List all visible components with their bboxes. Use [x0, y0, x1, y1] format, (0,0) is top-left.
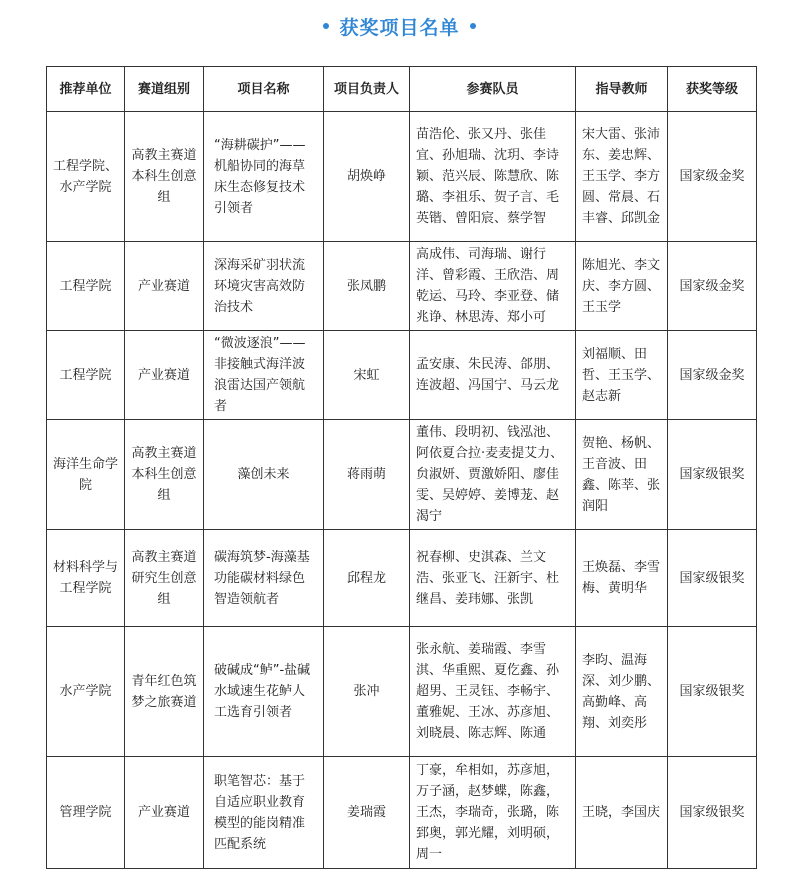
- cell-leader: 姜瑞霞: [324, 757, 410, 869]
- column-header: 赛道组别: [125, 67, 204, 112]
- column-header: 参赛队员: [410, 67, 576, 112]
- table-row: [47, 757, 757, 869]
- page-header: [0, 4, 799, 48]
- cell-members: 丁豪，牟相如，苏彦旭，万子涵，赵梦蝶，陈鑫，王杰，李瑞奇，张璐，陈郅奥，郭光耀，刘明硕，周一: [410, 757, 576, 869]
- cell-unit: 工程学院: [47, 331, 125, 420]
- column-header: 推荐单位: [47, 67, 125, 112]
- cell-award: 国家级银奖: [668, 757, 757, 869]
- cell-advisors: 刘福顺、田哲、王玉学、赵志新: [576, 331, 668, 420]
- table-header-row: [47, 67, 757, 112]
- cell-track: 青年红色筑梦之旅赛道: [125, 627, 204, 757]
- table-row: [47, 627, 757, 757]
- cell-leader: 胡焕峥: [324, 112, 410, 242]
- cell-track: 高教主赛道本科生创意组: [125, 420, 204, 530]
- cell-award: 国家级银奖: [668, 530, 757, 627]
- cell-members: 高成伟、司海瑞、谢行洋、曾彩霞、王欣浩、周乾运、马玲、李亚登、储兆诤、林思涛、郑小可: [410, 242, 576, 331]
- column-header: 指导教师: [576, 67, 668, 112]
- cell-unit: 工程学院、水产学院: [47, 112, 125, 242]
- cell-advisors: 王焕磊、李雪梅、黄明华: [576, 530, 668, 627]
- cell-award: 国家级银奖: [668, 420, 757, 530]
- table-row: [47, 242, 757, 331]
- cell-advisors: 陈旭光、李文庆、李方圆、王玉学: [576, 242, 668, 331]
- column-header: 项目名称: [204, 67, 324, 112]
- cell-members: 董伟、段明初、钱泓池、阿依夏合拉·麦麦提艾力、贠淑妍、贾激娇阳、廖佳雯、吴婷婷、姜博茏、赵渴宁: [410, 420, 576, 530]
- cell-leader: 邱程龙: [324, 530, 410, 627]
- cell-advisors: 宋大雷、张沛东、姜忠辉、王玉学、李方圆、常晨、石丰睿、邱凯金: [576, 112, 668, 242]
- cell-project: “微波逐浪”——非接触式海洋波浪雷达国产领航者: [204, 331, 324, 420]
- cell-leader: 蒋雨萌: [324, 420, 410, 530]
- awards-table: [46, 66, 757, 869]
- cell-award: 国家级银奖: [668, 627, 757, 757]
- cell-unit: 管理学院: [47, 757, 125, 869]
- cell-advisors: 李昀、温海深、刘少鹏、高勤峰、高翔、刘奕彤: [576, 627, 668, 757]
- cell-members: 祝春柳、史淇森、兰文浩、张亚飞、汪新宇、杜继昌、姜玮娜、张凯: [410, 530, 576, 627]
- cell-project: 职笔智芯：基于自适应职业教育模型的能岗精准匹配系统: [204, 757, 324, 869]
- cell-leader: 张冲: [324, 627, 410, 757]
- cell-track: 高教主赛道研究生创意组: [125, 530, 204, 627]
- cell-award: 国家级金奖: [668, 112, 757, 242]
- cell-members: 张永航、姜瑞霞、李雪淇、华重熙、夏仡鑫、孙超男、王灵钰、李畅宇、董雅妮、王冰、苏彦旭、刘晓晨、陈志辉、陈通: [410, 627, 576, 757]
- table-row: [47, 331, 757, 420]
- cell-members: 孟安康、朱民涛、郃朋、连波超、冯国宁、马云龙: [410, 331, 576, 420]
- cell-track: 产业赛道: [125, 331, 204, 420]
- table-row: [47, 112, 757, 242]
- cell-project: 藻创未来: [204, 420, 324, 530]
- table-row: [47, 530, 757, 627]
- page-title: 获奖项目名单: [339, 16, 460, 39]
- cell-unit: 材料科学与工程学院: [47, 530, 125, 627]
- cell-project: 破碱成“鲈”-盐碱水域速生花鲈人工选育引领者: [204, 627, 324, 757]
- cell-award: 国家级金奖: [668, 331, 757, 420]
- cell-advisors: 贺艳、杨帆、王音波、田鑫、陈莘、张润阳: [576, 420, 668, 530]
- cell-unit: 水产学院: [47, 627, 125, 757]
- bullet-dot-icon: [470, 23, 476, 29]
- cell-award: 国家级金奖: [668, 242, 757, 331]
- cell-project: “海耕碳护”——机船协同的海草床生态修复技术引领者: [204, 112, 324, 242]
- table-row: [47, 420, 757, 530]
- cell-leader: 张凤鹏: [324, 242, 410, 331]
- cell-members: 苗浩伦、张又丹、张佳宜、孙旭瑞、沈玥、李诗颖、范兴辰、陈慧欣、陈璐、李祖乐、贺子言、毛英锴、曾阳宸、蔡学智: [410, 112, 576, 242]
- cell-project: 碳海筑梦-海藻基功能碳材料绿色智造领航者: [204, 530, 324, 627]
- cell-unit: 工程学院: [47, 242, 125, 331]
- column-header: 项目负责人: [324, 67, 410, 112]
- cell-unit: 海洋生命学院: [47, 420, 125, 530]
- column-header: 获奖等级: [668, 67, 757, 112]
- cell-track: 产业赛道: [125, 242, 204, 331]
- cell-leader: 宋虹: [324, 331, 410, 420]
- cell-track: 产业赛道: [125, 757, 204, 869]
- bullet-dot-icon: [323, 23, 329, 29]
- cell-advisors: 王晓，李国庆: [576, 757, 668, 869]
- cell-project: 深海采矿羽状流环境灾害高效防治技术: [204, 242, 324, 331]
- cell-track: 高教主赛道本科生创意组: [125, 112, 204, 242]
